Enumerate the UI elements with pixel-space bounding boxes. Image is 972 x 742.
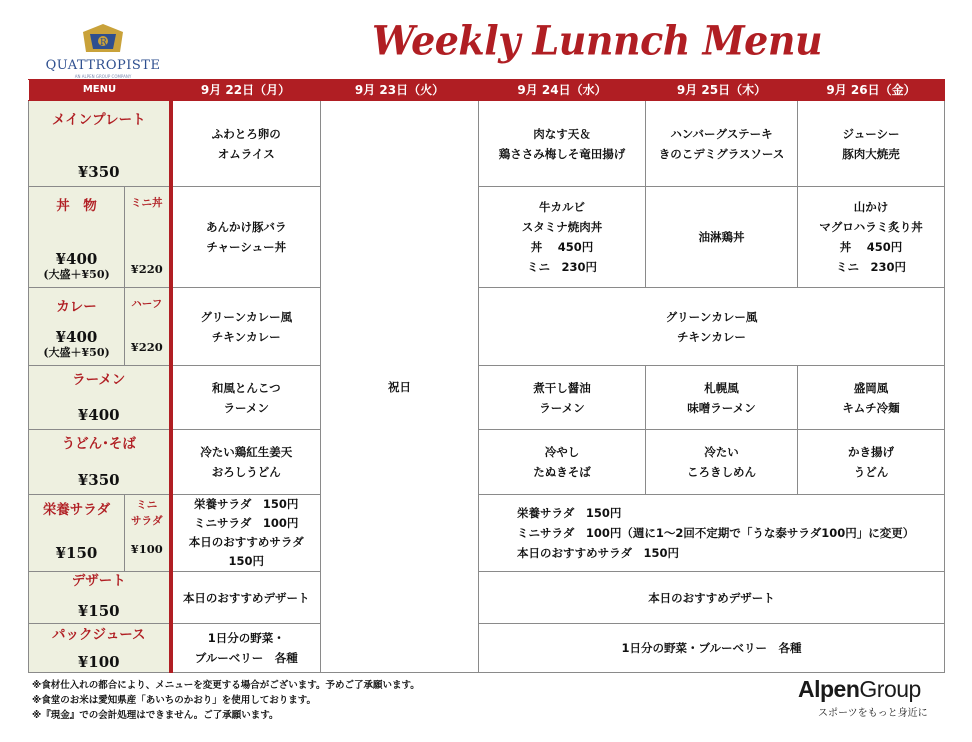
cell-udon-mon [171, 430, 321, 495]
menu-line: マグロハラミ炙り丼 [819, 220, 923, 234]
category-ramen [29, 366, 171, 430]
logo-subtitle: AN ALPEN GROUP COMPANY [74, 74, 132, 79]
price-value: ¥400 [55, 328, 98, 346]
header-day-thu: 9月 25日（木） [646, 80, 798, 101]
menu-line: 1日分の野菜・ブルーベリー 各種 [621, 641, 802, 655]
page-title: Weekly Lunnch Menu [372, 16, 823, 65]
menu-line: かき揚げ [848, 445, 894, 459]
menu-line: ミニ 230円 [835, 260, 906, 274]
category-price: ¥350 [77, 163, 120, 181]
menu-line: 肉なす天＆ [533, 126, 591, 141]
cell-main-thu [646, 101, 798, 187]
cell-curry-mon [171, 288, 321, 366]
menu-line: ふわとろ卵の [211, 126, 281, 141]
category-price: ¥350 [77, 471, 120, 489]
subcategory-price: ¥220 [130, 262, 163, 276]
header-day-mon: 9月 22日（月） [171, 80, 321, 101]
footnote: ※食材仕入れの都合により、メニューを変更する場合がございます。予めご了承願います。 [32, 680, 420, 691]
holiday-cell: 祝日 [321, 101, 479, 673]
cell-salad-wed-fri [479, 495, 945, 572]
menu-line: 煮干し醤油 [533, 380, 591, 395]
row-udon [29, 430, 945, 495]
menu-line: 1日分の野菜・ [207, 631, 285, 645]
menu-line: キムチ冷麺 [842, 400, 900, 415]
cell-main-mon [171, 101, 321, 187]
header-day-wed: 9月 24日（水） [479, 80, 646, 101]
menu-line: 本日のおすすめデザート [182, 590, 310, 605]
alpen-group-name [798, 676, 928, 703]
menu-line: 豚肉大焼売 [842, 146, 900, 161]
menu-line: ミニサラダ 100円（週に1～2回不定期で「うな泰サラダ100円」に変更） [517, 526, 915, 540]
subcategory-price: ¥220 [130, 340, 163, 354]
cell-curry-wed-fri [479, 288, 945, 366]
menu-line: 山かけ [853, 200, 889, 214]
menu-line: ジューシー [842, 126, 900, 141]
menu-line: ころきしめん [687, 465, 756, 479]
cell-udon-thu [646, 430, 798, 495]
row-curry [29, 288, 945, 366]
row-don [29, 187, 945, 288]
category-don [29, 187, 125, 288]
menu-line: ラーメン [223, 400, 269, 415]
menu-line: グリーンカレー風 [200, 309, 293, 324]
crest-icon [80, 22, 126, 56]
subcategory-mini-don [125, 187, 171, 288]
menu-line: 油淋鶏丼 [698, 230, 745, 244]
category-name: ラーメン [72, 372, 126, 388]
menu-line: 冷やし [544, 445, 580, 459]
menu-line: うどん [853, 465, 889, 479]
cell-ramen-fri [798, 366, 945, 430]
cell-ramen-thu [646, 366, 798, 430]
price-note: (大盛＋¥50) [43, 346, 110, 359]
alpen-tagline: スポーツをもっと身近に [818, 708, 928, 719]
subcategory-price: ¥100 [130, 542, 163, 556]
cell-udon-fri [798, 430, 945, 495]
menu-line: あんかけ豚バラ [206, 220, 287, 234]
menu-line: 冷たい [704, 445, 739, 459]
price-value: ¥400 [55, 250, 98, 268]
menu-line: 栄養サラダ 150円 [517, 506, 622, 520]
menu-line: 本日のおすすめサラダ 150円 [517, 546, 680, 560]
menu-line: ブルーベリー 各種 [194, 651, 298, 665]
category-price [29, 251, 124, 283]
footnotes [32, 678, 420, 723]
category-name: 丼 物 [56, 198, 97, 214]
menu-line: 丼 450円 [530, 240, 594, 254]
row-main-plate [29, 101, 945, 187]
row-dessert [29, 572, 945, 624]
row-salad [29, 495, 945, 572]
category-name: メインプレート [51, 112, 146, 128]
alpen-group-logo [798, 676, 928, 719]
menu-line: 栄養サラダ 150円 [194, 497, 299, 511]
alpen-name-light: Group [859, 676, 921, 702]
category-name: うどん･そば [61, 436, 136, 452]
alpen-name-bold: Alpen [798, 676, 860, 702]
price-note: (大盛＋¥50) [43, 268, 110, 281]
cell-don-thu [646, 187, 798, 288]
header-menu: MENU [29, 80, 171, 101]
header-day-fri: 9月 26日（金） [798, 80, 945, 101]
subcategory-half [125, 288, 171, 366]
category-curry [29, 288, 125, 366]
menu-line: 牛カルビ [539, 200, 585, 214]
menu-line: ミニサラダ 100円 [194, 516, 299, 530]
subcategory-name: ミニ丼 [131, 197, 163, 209]
cell-ramen-wed [479, 366, 646, 430]
row-ramen [29, 366, 945, 430]
category-price: ¥150 [55, 544, 98, 562]
cell-don-mon [171, 187, 321, 288]
cell-dessert-mon [171, 572, 321, 624]
footnote: ※食堂のお米は愛知県産「あいちのかおり」を使用しております。 [32, 695, 316, 706]
cell-main-fri [798, 101, 945, 187]
svg-text:R: R [100, 38, 107, 48]
cell-don-wed [479, 187, 646, 288]
cell-main-wed [479, 101, 646, 187]
category-name: カレー [56, 299, 97, 315]
category-price: ¥100 [77, 653, 120, 671]
header-row [29, 80, 945, 101]
menu-line: 鶏ささみ梅しそ竜田揚げ [498, 146, 626, 161]
category-price: ¥150 [77, 602, 120, 620]
menu-line: ラーメン [539, 400, 585, 415]
cell-udon-wed [479, 430, 646, 495]
menu-line: 味噌ラーメン [687, 400, 756, 415]
menu-line: ミニ 230円 [526, 260, 597, 274]
footnote: ※『現金』での会計処理はできません。ご了承願います。 [32, 710, 279, 721]
category-main-plate [29, 101, 171, 187]
menu-line: チキンカレー [677, 329, 746, 344]
menu-table [28, 79, 945, 673]
category-name: 栄養サラダ [42, 502, 111, 518]
header-day-tue: 9月 23日（火） [321, 80, 479, 101]
menu-line: スタミナ焼肉丼 [521, 220, 603, 234]
subcategory-name [125, 495, 169, 529]
cell-don-fri [798, 187, 945, 288]
category-name: パックジュース [51, 627, 146, 643]
menu-line: チャーシュー丼 [206, 240, 287, 254]
category-udon [29, 430, 171, 495]
cell-juice-wed-fri [479, 624, 945, 673]
cell-salad-mon [171, 495, 321, 572]
menu-line: チキンカレー [211, 329, 281, 344]
category-dessert [29, 572, 171, 624]
cell-ramen-mon [171, 366, 321, 430]
menu-line: グリーンカレー風 [665, 309, 758, 324]
menu-line: おろしうどん [211, 465, 281, 479]
menu-line: きのこデミグラスソース [658, 146, 785, 161]
menu-line: 本日のおすすめデザート [648, 590, 775, 605]
category-name: デザート [71, 573, 126, 589]
subcategory-line: サラダ [131, 515, 163, 527]
category-price [29, 329, 124, 361]
menu-line: 札幌風 [704, 380, 739, 395]
menu-line: ハンバーグステーキ [670, 126, 773, 141]
subcategory-line: ミニ [136, 499, 158, 511]
logo-brand: QUATTROPISTE [45, 58, 161, 73]
category-price: ¥400 [77, 406, 120, 424]
category-salad [29, 495, 125, 572]
menu-line: 本日のおすすめサラダ [188, 535, 304, 549]
menu-line: 丼 450円 [839, 240, 903, 254]
menu-line: たぬきそば [533, 465, 591, 479]
quattropiste-logo [38, 22, 168, 78]
menu-line: 盛岡風 [853, 380, 889, 395]
cell-juice-mon [171, 624, 321, 673]
menu-line: 冷たい鶏紅生姜天 [200, 445, 293, 459]
subcategory-mini-salad [125, 495, 171, 572]
subcategory-name: ハーフ [131, 298, 163, 310]
menu-line: 150円 [228, 554, 264, 568]
row-juice [29, 624, 945, 673]
menu-line: 和風とんこつ [211, 380, 281, 395]
cell-dessert-wed-fri [479, 572, 945, 624]
category-juice [29, 624, 171, 673]
menu-line: オムライス [217, 146, 275, 161]
